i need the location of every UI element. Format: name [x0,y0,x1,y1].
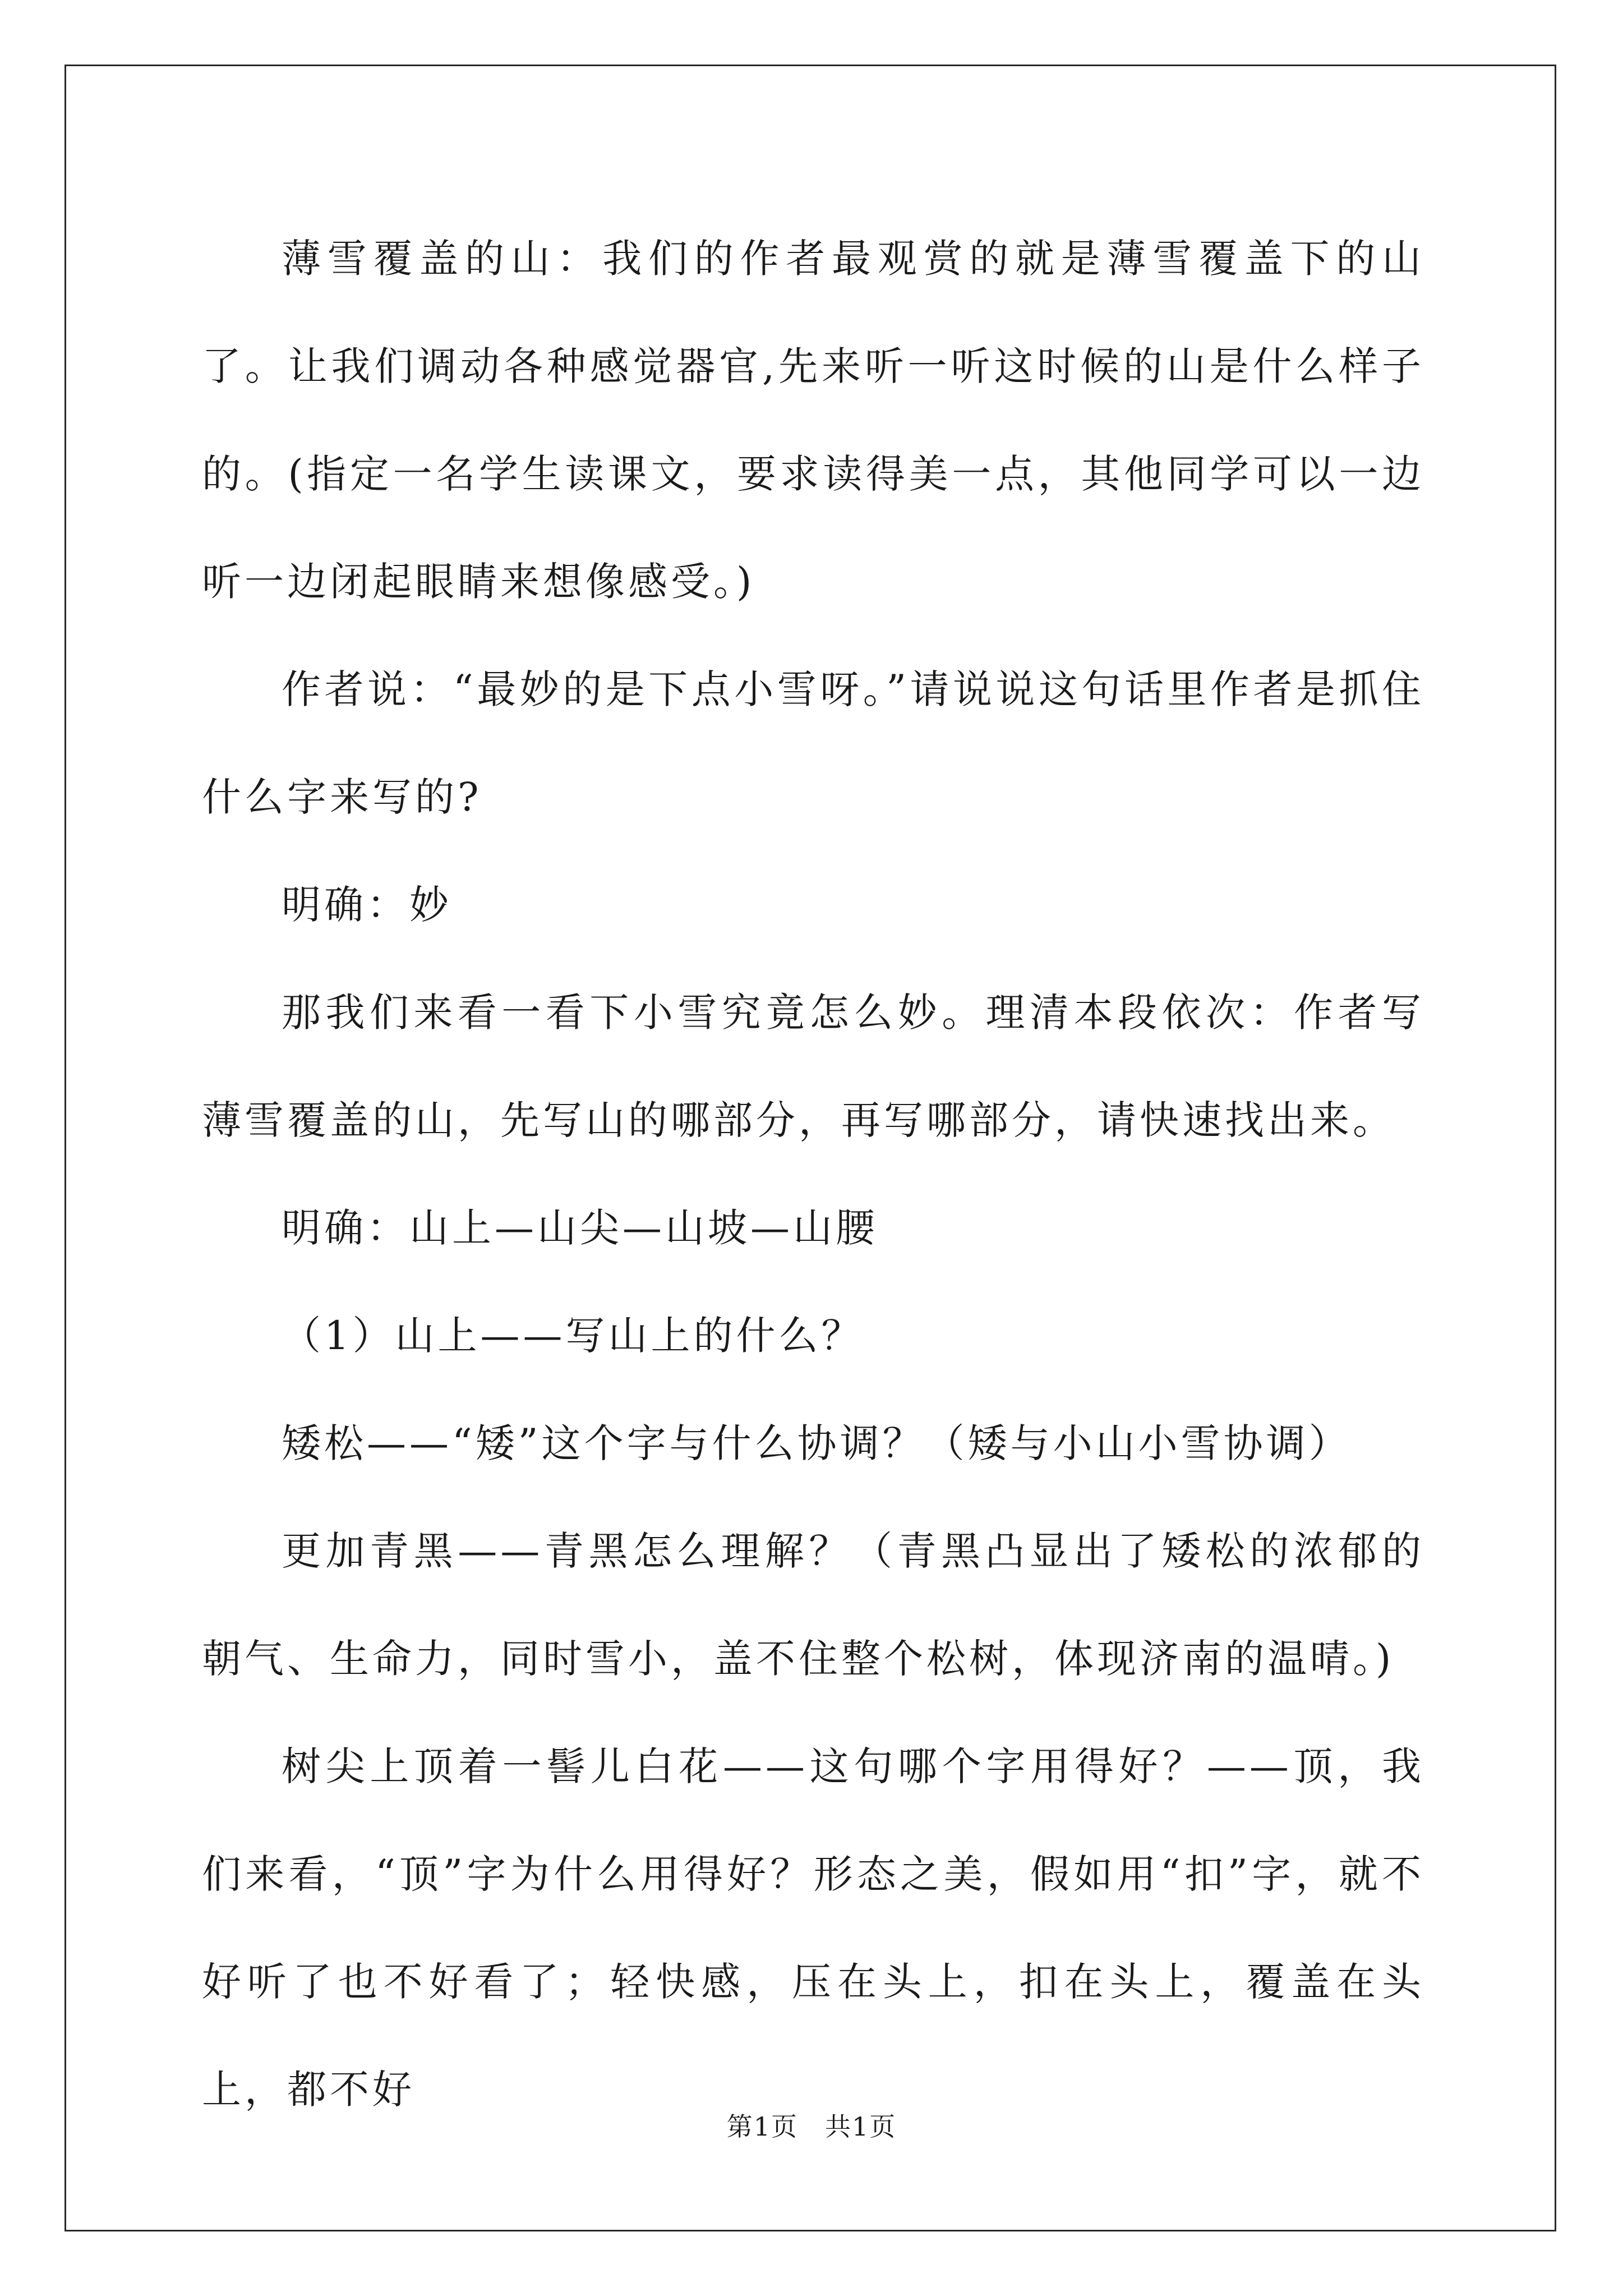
paragraph-1: 薄雪覆盖的山：我们的作者最观赏的就是薄雪覆盖下的山了。让我们调动各种感觉器官,先来听一听这时候的山是什么样子的。(指定一名学生读课文，要求读得美一点，其他同学可以一边听一边闭起眼睛来想像感受。) [202,236,1424,605]
paragraph-3: 明确：妙 [282,882,452,928]
paragraph-9: 树尖上顶着一髻儿白花——这句哪个字用得好？——顶，我们来看，“顶”字为什么用得好？形态之美，假如用“扣”字，就不好听了也不好看了；轻快感，压在头上，扣在头上，覆盖在头上，都不好 [202,1743,1424,2113]
paragraph-6: （1）山上——写山上的什么？ [282,1313,864,1359]
page-number-footer: 第1页 共1页 [726,2111,897,2142]
document-body [202,205,1424,2143]
paragraph-2: 作者说：“最妙的是下点小雪呀。”请说说这句话里作者是抓住什么字来写的? [202,666,1424,820]
paragraph-7: 矮松——“矮”这个字与什么协调？（矮与小山小雪协调） [282,1420,1352,1466]
paragraph-5: 明确：山上—山尖—山坡—山腰 [282,1205,878,1251]
paragraph-4: 那我们来看一看下小雪究竟怎么妙。理清本段依次：作者写薄雪覆盖的山，先写山的哪部分，再写哪部分，请快速找出来。 [202,990,1424,1143]
paragraph-8: 更加青黑——青黑怎么理解？（青黑凸显出了矮松的浓郁的朝气、生命力，同时雪小，盖不住整个松树，体现济南的温晴。) [202,1528,1424,1682]
